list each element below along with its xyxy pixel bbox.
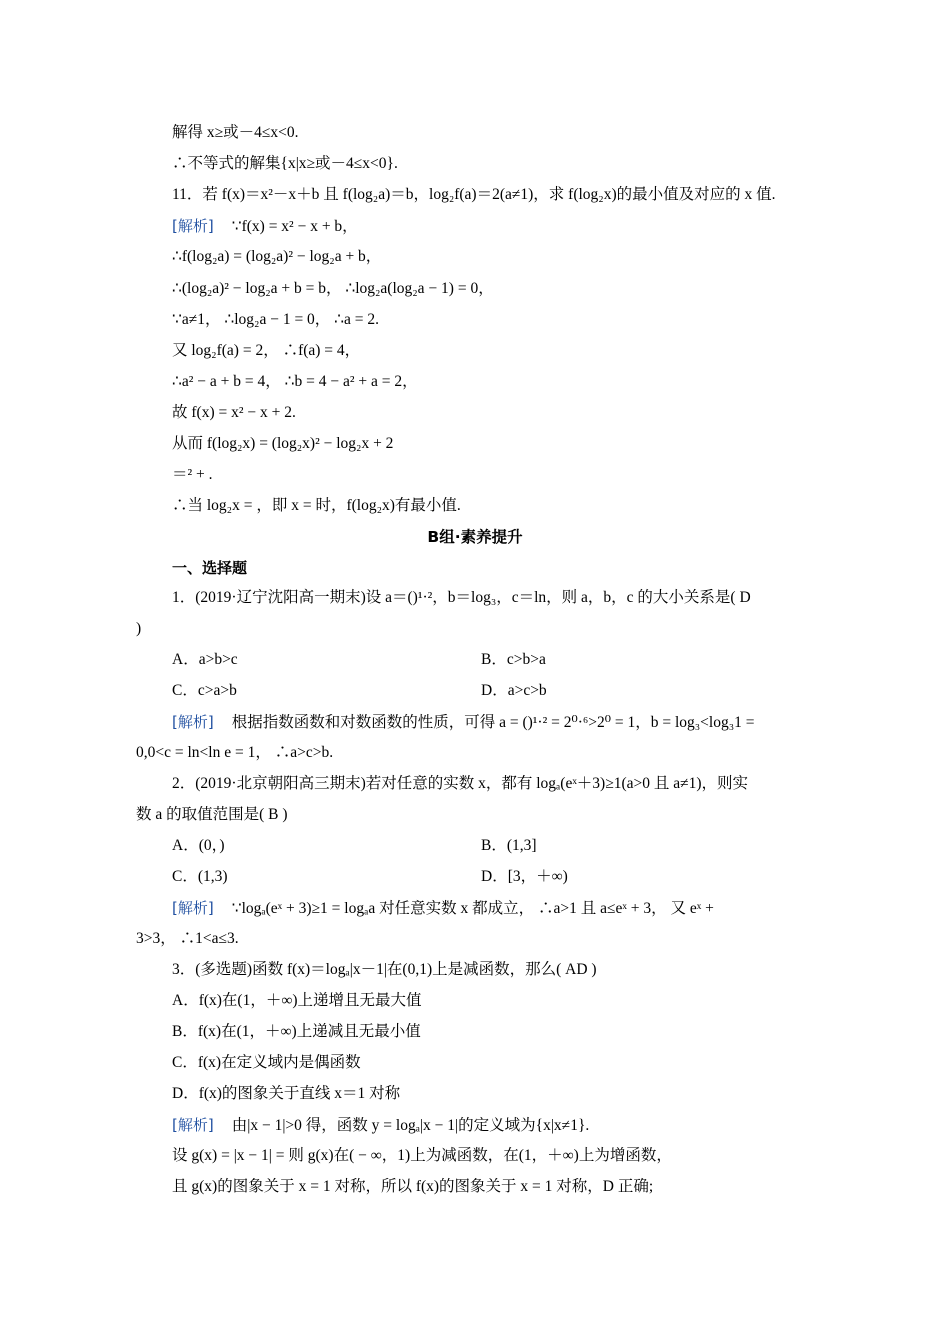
text-line: 从而 f(log₂x) = (log₂x)² − log₂x + 2 — [172, 435, 394, 452]
text-line: ∴不等式的解集{x|x≥或－4≤x<0}. — [172, 155, 398, 172]
text-line: 3>3， ∴1<a≤3. — [136, 930, 239, 947]
section-heading: B组·素养提升 — [427, 528, 523, 546]
option-a: A．f(x)在(1，＋∞)上递增且无最大值 — [172, 992, 422, 1009]
text-line: ∵a≠1， ∴log₂a − 1 = 0， ∴a = 2. — [172, 311, 380, 328]
question-2: 2．(2019·北京朝阳高三期末)若对任意的实数 x，都有 logₐ(eˣ＋3)≥1(a>0 且 a≠1)，则实 — [172, 775, 749, 792]
text-line: 解得 x≥或－4≤x<0. — [172, 124, 299, 141]
question-1: 1．(2019·辽宁沈阳高一期末)设 a＝()¹·²，b＝log₃，c＝ln，则 a，b，c 的大小关系是( D — [172, 589, 751, 606]
solution-line — [172, 712, 754, 733]
question-2-cont: 数 a 的取值范围是( B ) — [136, 806, 288, 823]
text: ∵logₐ(eˣ + 3)≥1 = logₐa 对任意实数 x 都成立， ∴a>1 且 a≤eˣ + 3， 又 eˣ + — [231, 900, 714, 917]
option-c: C．(1,3) — [172, 868, 228, 885]
question-11: 11．若 f(x)＝x²－x＋b 且 f(log₂a)＝b，log₂f(a)＝2(a≠1)，求 f(log₂x)的最小值及对应的 x 值. — [172, 186, 776, 203]
text-line: ＝² + . — [172, 466, 213, 483]
option-c: C．c>a>b — [172, 682, 237, 699]
solution-tag: [解析] — [172, 713, 214, 731]
text-line: ∴a² − a + b = 4， ∴b = 4 − a² + a = 2， — [172, 373, 418, 390]
option-a: A．a>b>c — [172, 651, 238, 668]
option-a: A．(0，) — [172, 837, 225, 854]
text-line: 且 g(x)的图象关于 x = 1 对称，所以 f(x)的图象关于 x = 1 对称，D 正确; — [172, 1178, 654, 1195]
text-line: 0,0<c = ln<ln e = 1， ∴a>c>b. — [136, 744, 334, 761]
text: 根据指数函数和对数函数的性质，可得 a = ()¹·² = 2⁰·⁶>2⁰ = 1，b = log₃<log₃1 = — [231, 714, 755, 731]
text-line: ∴当 log₂x = ，即 x = 时，f(log₂x)有最小值. — [172, 497, 461, 514]
question-3: 3．(多选题)函数 f(x)＝logₐ|x－1|在(0,1)上是减函数，那么( AD ) — [172, 961, 597, 978]
text: ∵f(x) = x² − x + b， — [231, 218, 358, 235]
option-b: B．(1,3] — [481, 837, 537, 854]
solution-line — [172, 898, 714, 919]
option-d: D．[3，＋∞) — [481, 868, 568, 885]
option-d: D．a>c>b — [481, 682, 547, 699]
text-line: 设 g(x) = |x − 1| = 则 g(x)在( − ∞，1)上为减函数，在(1，＋∞)上为增函数， — [172, 1147, 672, 1164]
solution-tag: [解析] — [172, 1116, 214, 1134]
text-line: ∴(log₂a)² − log₂a + b = b， ∴log₂a(log₂a − 1) = 0， — [172, 280, 494, 297]
option-b: B．f(x)在(1，＋∞)上递减且无最小值 — [172, 1023, 421, 1040]
option-c: C．f(x)在定义域内是偶函数 — [172, 1054, 361, 1071]
option-d: D．f(x)的图象关于直线 x＝1 对称 — [172, 1085, 401, 1102]
question-1-cont: ) — [136, 620, 142, 637]
text: 由|x − 1|>0 得，函数 y = logₐ|x − 1|的定义域为{x|x≠1}. — [231, 1117, 590, 1134]
solution-tag: [解析] — [172, 217, 214, 235]
solution-line — [172, 1115, 589, 1136]
subsection-heading: 一、选择题 — [172, 559, 248, 577]
solution-line — [172, 216, 358, 237]
option-b: B．c>b>a — [481, 651, 546, 668]
text-line: ∴f(log₂a) = (log₂a)² − log₂a + b， — [172, 248, 382, 265]
text-line: 又 log₂f(a) = 2， ∴f(a) = 4， — [172, 342, 361, 359]
text-line: 故 f(x) = x² − x + 2. — [172, 404, 296, 421]
solution-tag: [解析] — [172, 899, 214, 917]
